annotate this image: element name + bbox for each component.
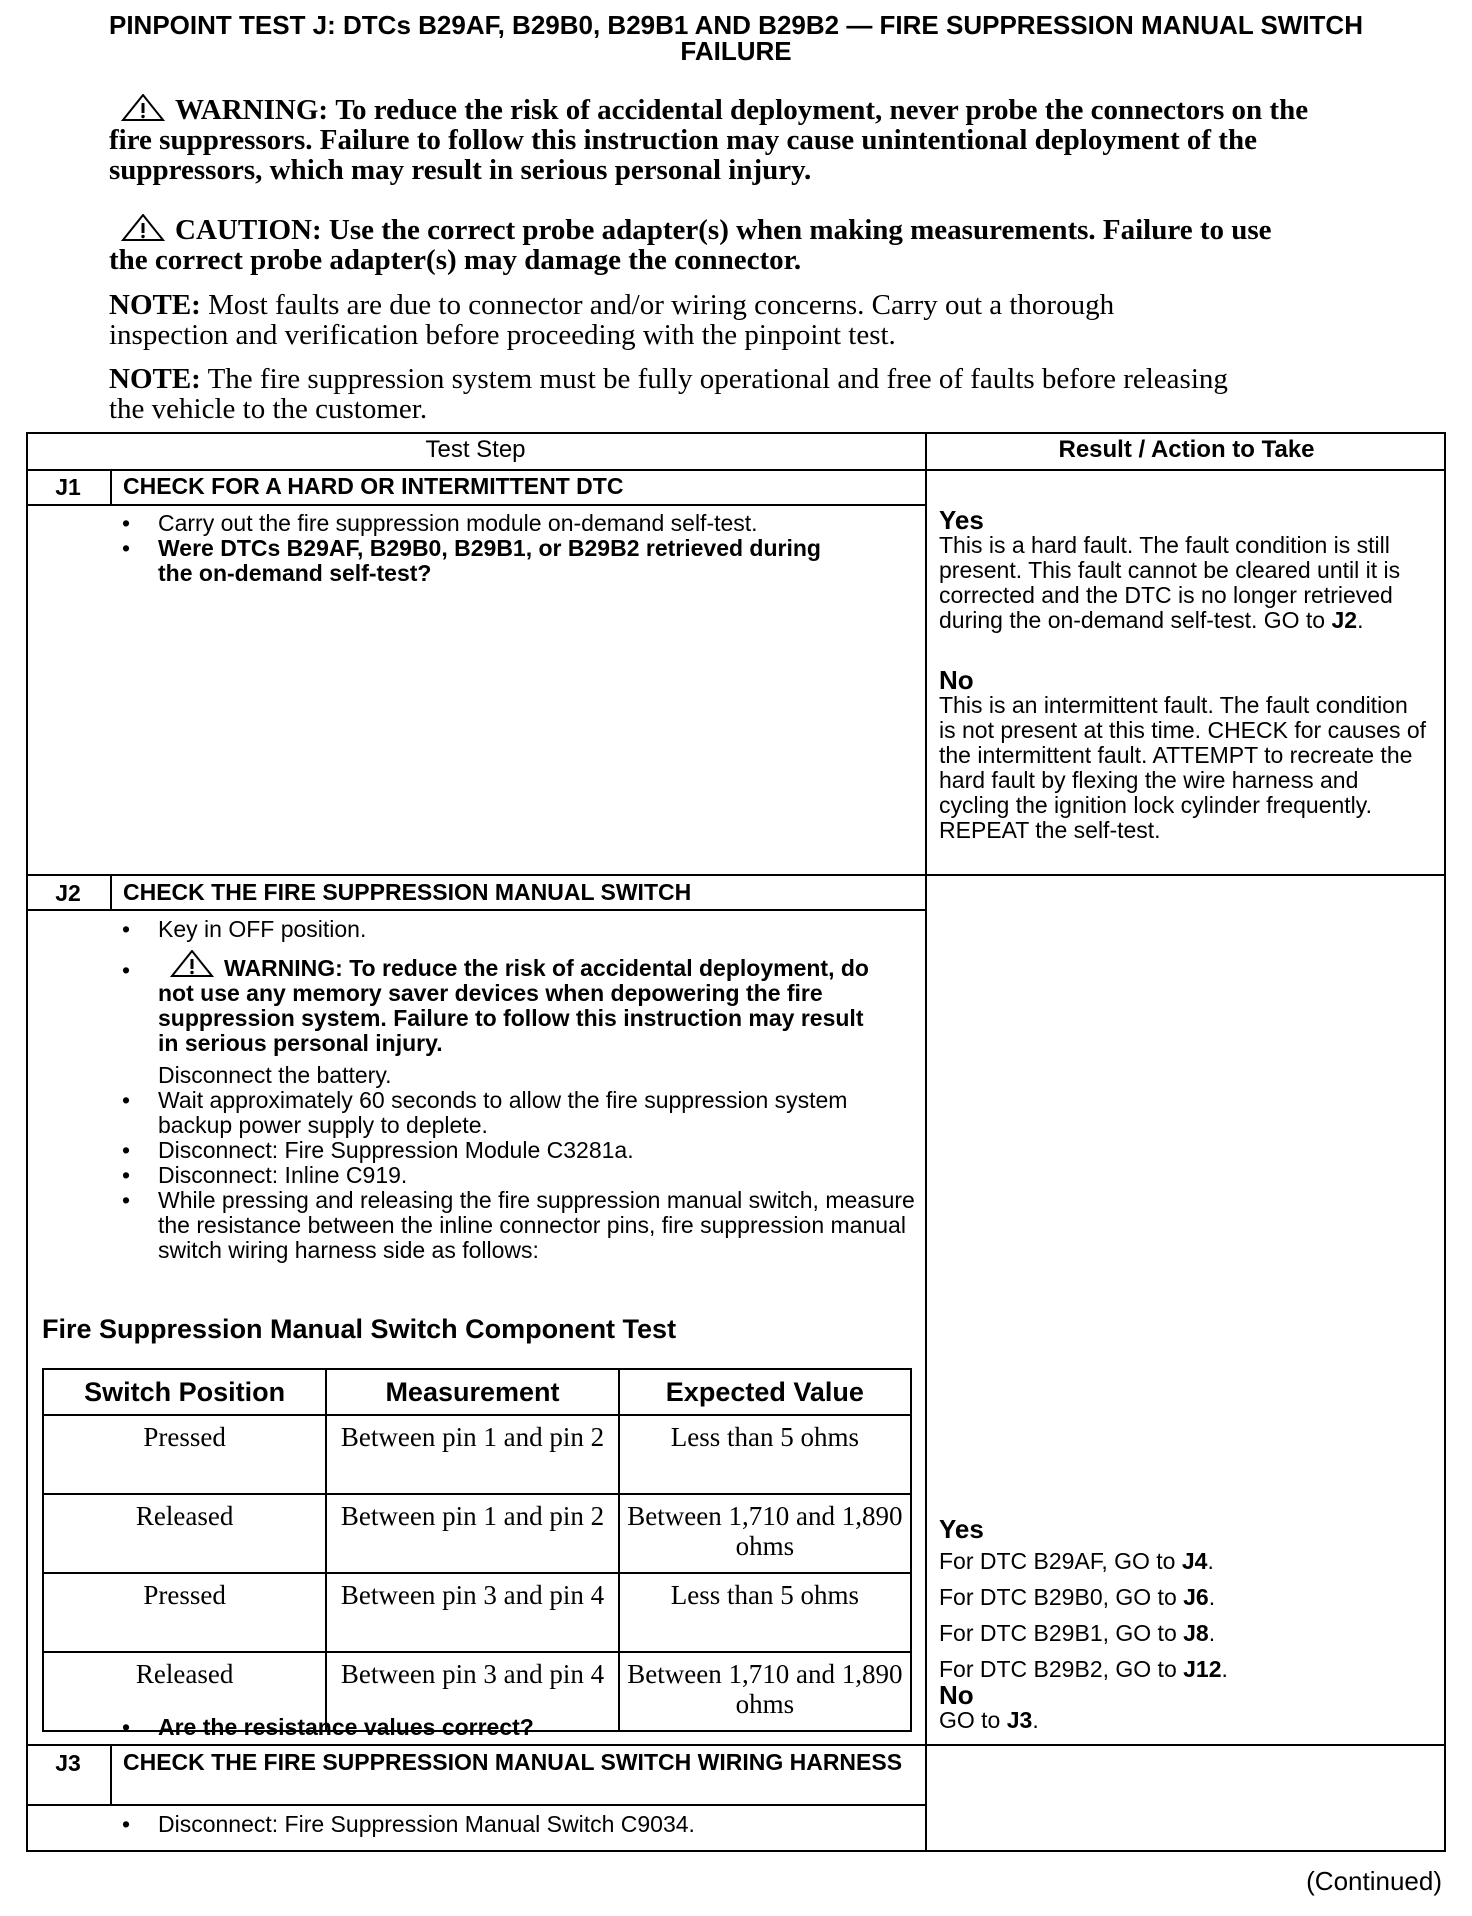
- header-test-step: Test Step: [425, 436, 526, 463]
- j1-no-label: No: [939, 665, 974, 695]
- j2-bullet-5-dot: •: [122, 1162, 131, 1188]
- j2-yes-line-4-post: .: [1221, 1656, 1228, 1682]
- caution-label: CAUTION:: [175, 214, 322, 246]
- warning-block: [109, 94, 1339, 185]
- note-1-text: Most faults are due to connector and/or wiring concerns. Carry out a thorough inspection and verification before proceeding with the pinpoint test.: [109, 289, 1115, 351]
- warning-label: WARNING:: [175, 94, 329, 126]
- j2-yes-line-1: [939, 1543, 1419, 1579]
- j1-result-yes: Yes This is a hard fault. The fault condition is still present. This fault cannot be cleared until it is corrected and the DTC is no longer retrieved during the on-demand self-test. GO to J2.: [939, 508, 1419, 633]
- j2-warning-text: To reduce the risk of accidental deployment, do not use any memory saver devices when depowering the fire suppression system. Failure to follow this instruction may result in serious personal injury.: [158, 955, 869, 1056]
- col-measurement: Measurement: [326, 1369, 618, 1415]
- cell-switch-position: Released: [43, 1494, 326, 1573]
- j2-no-text: GO to: [939, 1707, 1007, 1733]
- warning-text: To reduce the risk of accidental deployment, never probe the connectors on the fire suppressors. Failure to follow this instruction may cause unintentional deployment of the suppressors, which may result in serious personal injury.: [109, 94, 1309, 186]
- j2-bullet-6-dot: •: [122, 1187, 131, 1213]
- j1-step-title: CHECK FOR A HARD OR INTERMITTENT DTC: [123, 473, 624, 499]
- cell-measurement: Between pin 3 and pin 4: [326, 1652, 618, 1731]
- j2-warning-triangle-icon: [170, 950, 214, 978]
- j3-step-id: J3: [55, 1750, 81, 1776]
- cell-measurement: Between pin 3 and pin 4: [326, 1573, 618, 1652]
- j2-yes-line-1-post: .: [1207, 1548, 1214, 1574]
- col-expected-value: Expected Value: [619, 1369, 911, 1415]
- j2-bullet-1-dot: •: [122, 916, 131, 942]
- j1-bullet-1-dot: •: [122, 510, 131, 536]
- j2-yes-line-2: [939, 1579, 1419, 1615]
- table-row: [43, 1573, 911, 1652]
- cell-expected-value: Between 1,710 and 1,890 ohms: [619, 1494, 911, 1573]
- cell-expected-value: Between 1,710 and 1,890 ohms: [619, 1652, 911, 1731]
- j2-result-no: [939, 1680, 1419, 1733]
- continued-label: (Continued): [1306, 1866, 1442, 1896]
- j2-yes-line-1-go: J4: [1181, 1548, 1208, 1574]
- j2-warning-label: WARNING:: [224, 955, 343, 981]
- note-1-label: NOTE:: [109, 289, 201, 321]
- cell-switch-position: Released: [43, 1652, 326, 1731]
- j2-bullet-4-dot: •: [122, 1137, 131, 1163]
- caution-block: [109, 214, 1309, 275]
- cell-measurement: Between pin 1 and pin 2: [326, 1494, 618, 1573]
- warning-triangle-icon: [121, 94, 165, 122]
- component-test-title: Fire Suppression Manual Switch Component Test: [42, 1314, 677, 1344]
- j1-yes-go: J2: [1331, 607, 1358, 633]
- j1-yes-label: Yes: [939, 505, 984, 535]
- j2-yes-line-4-go: J12: [1183, 1656, 1222, 1682]
- j2-no-go: J3: [1006, 1707, 1033, 1733]
- j2-question-text: Are the resistance values correct?: [158, 1714, 534, 1740]
- j2-warning-text-block: [158, 950, 878, 1056]
- j1-bullet-2-dot: •: [122, 535, 131, 561]
- cell-expected-value: Less than 5 ohms: [619, 1573, 911, 1652]
- j1-result-no: [939, 665, 1429, 843]
- j2-no-label: No: [939, 1680, 974, 1710]
- component-test-header-row: [43, 1369, 911, 1415]
- j1-no-text: This is an intermittent fault. The fault condition is not present at this time. CHECK for causes of the intermittent fault. ATTEMPT to recreate the hard fault by flexing the wire harness and cycling the ignition lock cylinder frequently. REPEAT the self-test.: [939, 692, 1427, 843]
- j2-bullet-1-text: Key in OFF position.: [158, 916, 367, 942]
- caution-triangle-icon: [121, 214, 165, 242]
- j2-yes-line-4: [939, 1651, 1419, 1687]
- j2-yes-line-2-post: .: [1208, 1584, 1216, 1610]
- j2-id-divider: [110, 874, 112, 911]
- note-1: [109, 290, 1229, 350]
- j1-step-id: J1: [55, 474, 81, 500]
- component-test-table: [42, 1368, 912, 1732]
- page-title: [28, 12, 1444, 64]
- note-2-text: The fire suppression system must be fully operational and free of faults before releasing the vehicle to the customer.: [109, 363, 1228, 425]
- j1-bullet-1-text: Carry out the fire suppression module on-demand self-test.: [158, 510, 758, 536]
- j1-id-divider: [110, 469, 112, 506]
- j2-bullet-4-text: Disconnect: Fire Suppression Module C3281a.: [158, 1137, 634, 1163]
- table-row: [43, 1494, 911, 1573]
- j2-yes-line-3: [939, 1615, 1419, 1651]
- j2-bullet-2-text: Disconnect the battery.: [158, 1062, 392, 1088]
- page-title-line2: FAILURE: [680, 36, 792, 66]
- j3-bullet-1-text: Disconnect: Fire Suppression Manual Switch C9034.: [158, 1811, 695, 1837]
- header-result-action: Result / Action to Take: [1058, 436, 1315, 463]
- j2-step-title: CHECK THE FIRE SUPPRESSION MANUAL SWITCH: [123, 879, 692, 905]
- j2-yes-line-3-text: For DTC B29B1, GO to: [939, 1620, 1184, 1646]
- j3-step-title: CHECK THE FIRE SUPPRESSION MANUAL SWITCH WIRING HARNESS: [123, 1749, 903, 1775]
- j2-bullet-5-text: Disconnect: Inline C919.: [158, 1162, 408, 1188]
- j3-id-divider: [110, 1744, 112, 1806]
- j2-yes-line-2-go: J6: [1183, 1584, 1209, 1610]
- j2-yes-line-1-text: For DTC B29AF, GO to: [939, 1548, 1182, 1574]
- j2-yes-line-2-text: For DTC B29B0, GO to: [939, 1584, 1184, 1610]
- j2-yes-line-3-post: .: [1208, 1620, 1216, 1646]
- j2-bullet-6-text: While pressing and releasing the fire suppression manual switch, measure the resistance between the inline connector pins, fire suppression manual switch wiring harness side as follows:: [158, 1187, 915, 1263]
- j3-bullet-1-dot: •: [122, 1811, 131, 1837]
- cell-switch-position: Pressed: [43, 1415, 326, 1494]
- col-switch-position: Switch Position: [43, 1369, 326, 1415]
- j1-yes-text: This is a hard fault. The fault condition is still present. This fault cannot be cleared until it is corrected and the DTC is no longer retrieved during the on-demand self-test. GO to: [939, 532, 1401, 633]
- table-row: [43, 1415, 911, 1494]
- cell-switch-position: Pressed: [43, 1573, 326, 1652]
- note-2-label: NOTE:: [109, 363, 201, 395]
- j2-result-yes: [939, 1515, 1419, 1687]
- j2-question-dot: •: [122, 1714, 131, 1740]
- j2-no-post: .: [1032, 1707, 1039, 1733]
- j2-bullet-3-text: Wait approximately 60 seconds to allow the fire suppression system backup power supply to deplete.: [158, 1087, 848, 1138]
- j2-step-id: J2: [55, 880, 81, 906]
- j2-yes-label: Yes: [939, 1514, 984, 1544]
- j2-bullet-3-dot: •: [122, 1087, 131, 1113]
- j2-yes-line-4-text: For DTC B29B2, GO to: [939, 1656, 1184, 1682]
- j2-bullet-warning-dot: •: [122, 957, 131, 983]
- j1-bullet-2-text: Were DTCs B29AF, B29B0, B29B1, or B29B2 retrieved during the on-demand self-test?: [158, 535, 821, 586]
- page-title-line1: PINPOINT TEST J: DTCs B29AF, B29B0, B29B1 AND B29B2 — FIRE SUPPRESSION MANUAL SWITCH: [108, 10, 1363, 40]
- j2-yes-line-3-go: J8: [1183, 1620, 1209, 1646]
- note-2: [109, 364, 1229, 424]
- cell-expected-value: Less than 5 ohms: [619, 1415, 911, 1494]
- cell-measurement: Between pin 1 and pin 2: [326, 1415, 618, 1494]
- caution-text: Use the correct probe adapter(s) when making measurements. Failure to use the correct probe adapter(s) may damage the connector.: [109, 214, 1272, 276]
